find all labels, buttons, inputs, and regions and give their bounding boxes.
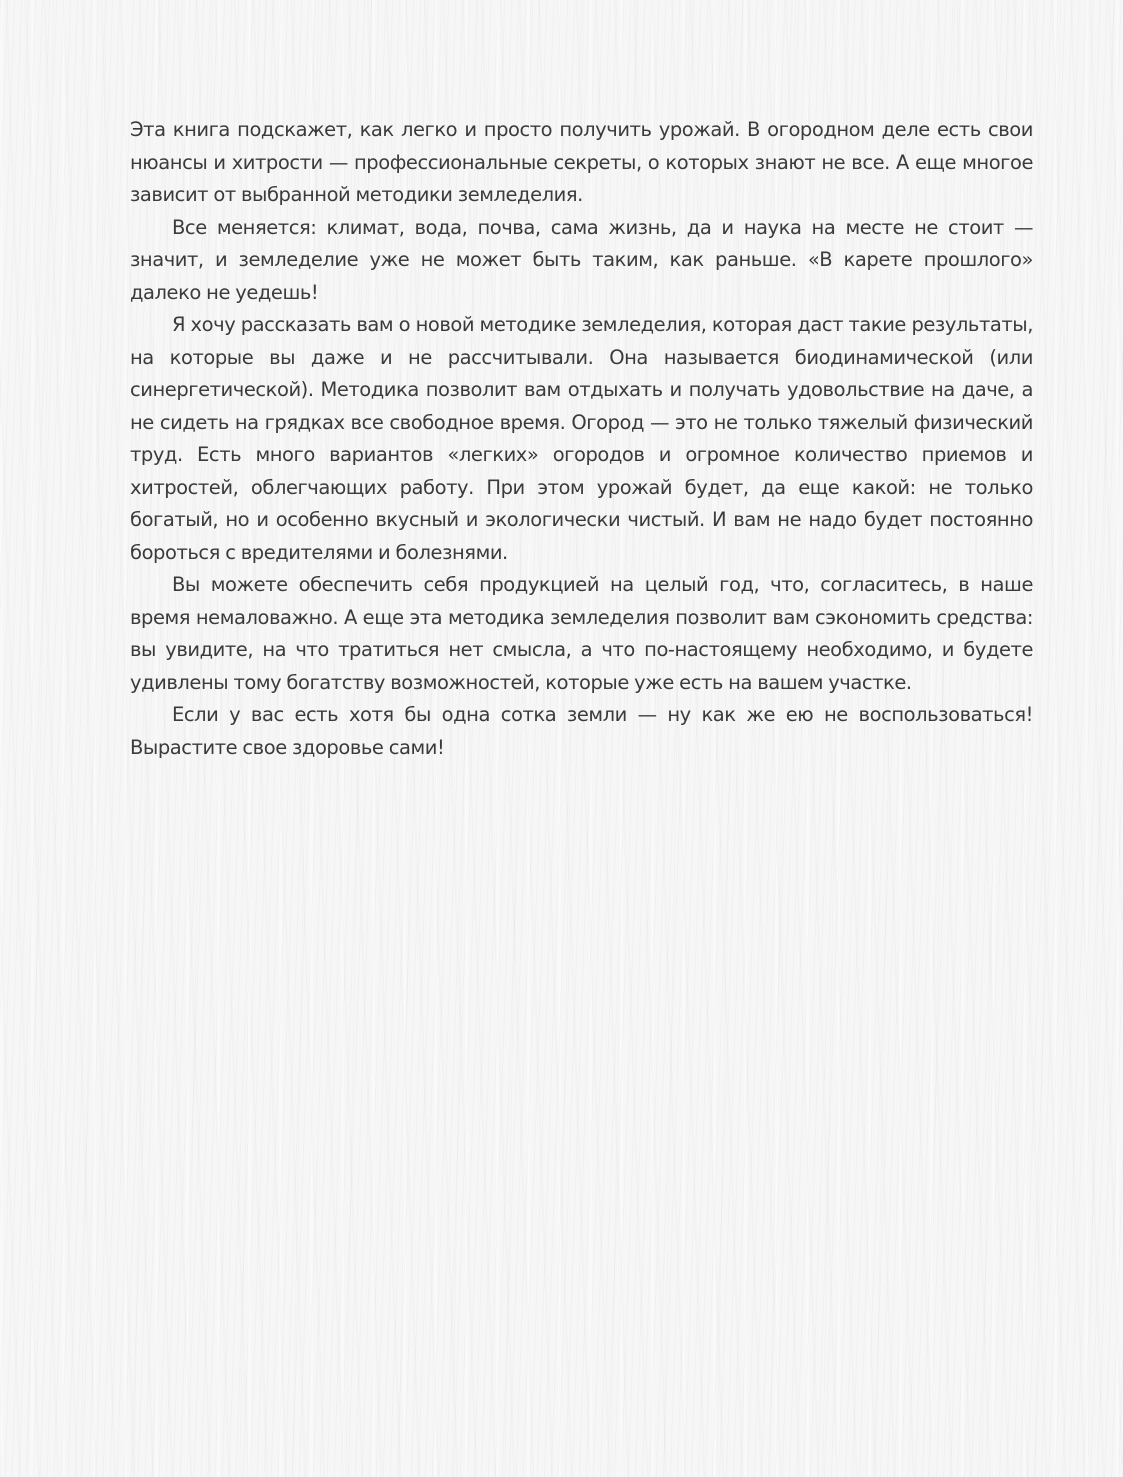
paragraph-2: Все меняется: климат, вода, почва, сама жизнь, да и наука на месте не стоит — значит, и земледелие уже не может быть таким, как раньше. «В карете прошлого» далеко не уедешь!: [130, 215, 1033, 304]
paragraph-1: Эта книга подскажет, как легко и просто получить урожай. В огородном деле есть свои нюансы и хитрости — профессиональные секреты, о которых знают не все. А еще многое зависит от выбранной методики земледелия.: [130, 118, 1033, 206]
body-text: [130, 114, 1033, 764]
paragraph-5: Если у вас есть хотя бы одна сотка земли — ну как же ею не воспользоваться! Вырастите свое здоровье сами!: [130, 703, 1033, 759]
paragraph-3: Я хочу рассказать вам о новой методике земледелия, которая даст такие результаты, на которые вы даже и не рассчитывали. Она называется биодинамической (или синергетической). Методика позволит вам отдыхать и получать удовольствие на даче, а не сидеть на грядках все свободное время. Огород — это не только тяжелый физический труд. Есть много вариантов «легких» огородов и огромное количество приемов и хитростей, облегчающих работу. При этом урожай будет, да еще какой: не только богатый, но и особенно вкусный и экологически чистый. И вам не надо будет постоянно бороться с вредителями и болезнями.: [130, 313, 1033, 564]
paragraph-4: Вы можете обеспечить себя продукцией на целый год, что, согласитесь, в наше время немаловажно. А еще эта методика земледелия позволит вам сэкономить средства: вы увидите, на что тратиться нет смысла, а что по-настоящему необходимо, и будете удивлены тому богатству возможностей, которые уже есть на вашем участке.: [130, 573, 1033, 694]
